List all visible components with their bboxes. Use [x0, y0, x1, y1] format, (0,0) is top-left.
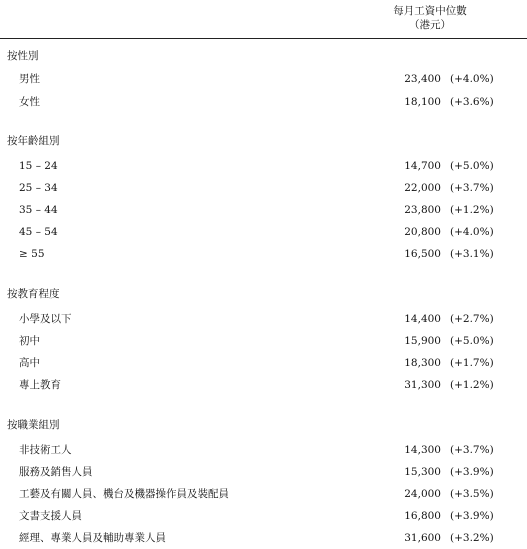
table-row [0, 247, 527, 262]
row-change-value: (+4.0%) [450, 73, 494, 85]
row-median-value: 24,000 [404, 488, 441, 500]
row-median-value: 23,800 [404, 204, 441, 216]
row-median-value: 15,300 [404, 466, 441, 478]
table-row [0, 334, 527, 349]
column-unit: （港元） [409, 19, 451, 31]
row-median-value: 20,800 [404, 226, 441, 238]
row-label: 45 – 54 [19, 226, 58, 238]
row-label: 小學及以下 [19, 313, 72, 325]
row-change-value: (+3.9%) [450, 466, 494, 478]
row-median-value: 14,300 [404, 444, 441, 456]
table-row [0, 531, 527, 546]
row-label: 非技術工人 [19, 444, 72, 456]
table-row [0, 356, 527, 371]
row-change-value: (+1.7%) [450, 357, 494, 369]
row-median-value: 31,600 [404, 532, 441, 544]
row-label: 女性 [19, 96, 40, 108]
row-label: ≥ 55 [19, 248, 45, 260]
section-title-age: 按年齡組別 [7, 135, 60, 147]
row-change-value: (+3.9%) [450, 510, 494, 522]
row-label: 25 – 34 [19, 182, 58, 194]
table-row [0, 225, 527, 240]
row-label: 男性 [19, 73, 40, 85]
row-change-value: (+5.0%) [450, 335, 494, 347]
table-row [0, 181, 527, 196]
row-median-value: 16,500 [404, 248, 441, 260]
row-median-value: 18,100 [404, 96, 441, 108]
row-change-value: (+2.7%) [450, 313, 494, 325]
row-change-value: (+4.0%) [450, 226, 494, 238]
row-label: 高中 [19, 357, 40, 369]
row-median-value: 15,900 [404, 335, 441, 347]
table-row [0, 203, 527, 218]
table-row [0, 312, 527, 327]
row-change-value: (+1.2%) [450, 379, 494, 391]
row-label: 15 – 24 [19, 160, 58, 172]
row-change-value: (+3.5%) [450, 488, 494, 500]
row-median-value: 14,400 [404, 313, 441, 325]
row-label: 文書支援人員 [19, 510, 82, 522]
row-median-value: 14,700 [404, 160, 441, 172]
row-change-value: (+3.1%) [450, 248, 494, 260]
row-median-value: 31,300 [404, 379, 441, 391]
row-change-value: (+5.0%) [450, 160, 494, 172]
row-change-value: (+3.7%) [450, 182, 494, 194]
row-median-value: 22,000 [404, 182, 441, 194]
table-row [0, 72, 527, 87]
column-title: 每月工資中位數 [393, 5, 467, 17]
section-title-education: 按教育程度 [7, 288, 60, 300]
row-change-value: (+3.2%) [450, 532, 494, 544]
table-row [0, 465, 527, 480]
row-label: 專上教育 [19, 379, 61, 391]
row-label: 35 – 44 [19, 204, 58, 216]
row-label: 初中 [19, 335, 40, 347]
table-row [0, 443, 527, 458]
table-row [0, 95, 527, 110]
table-row [0, 378, 527, 393]
row-change-value: (+1.2%) [450, 204, 494, 216]
row-median-value: 18,300 [404, 357, 441, 369]
row-label: 經理、專業人員及輔助專業人員 [19, 532, 166, 544]
section-title-gender: 按性別 [7, 50, 39, 62]
section-title-occupation: 按職業組別 [7, 419, 60, 431]
table-row [0, 159, 527, 174]
row-change-value: (+3.7%) [450, 444, 494, 456]
row-change-value: (+3.6%) [450, 96, 494, 108]
row-label: 服務及銷售人員 [19, 466, 93, 478]
row-median-value: 23,400 [404, 73, 441, 85]
table-row [0, 487, 527, 502]
row-label: 工藝及有關人員、機台及機器操作員及裝配員 [19, 488, 229, 500]
table-header [0, 0, 527, 39]
row-median-value: 16,800 [404, 510, 441, 522]
table-row [0, 509, 527, 524]
